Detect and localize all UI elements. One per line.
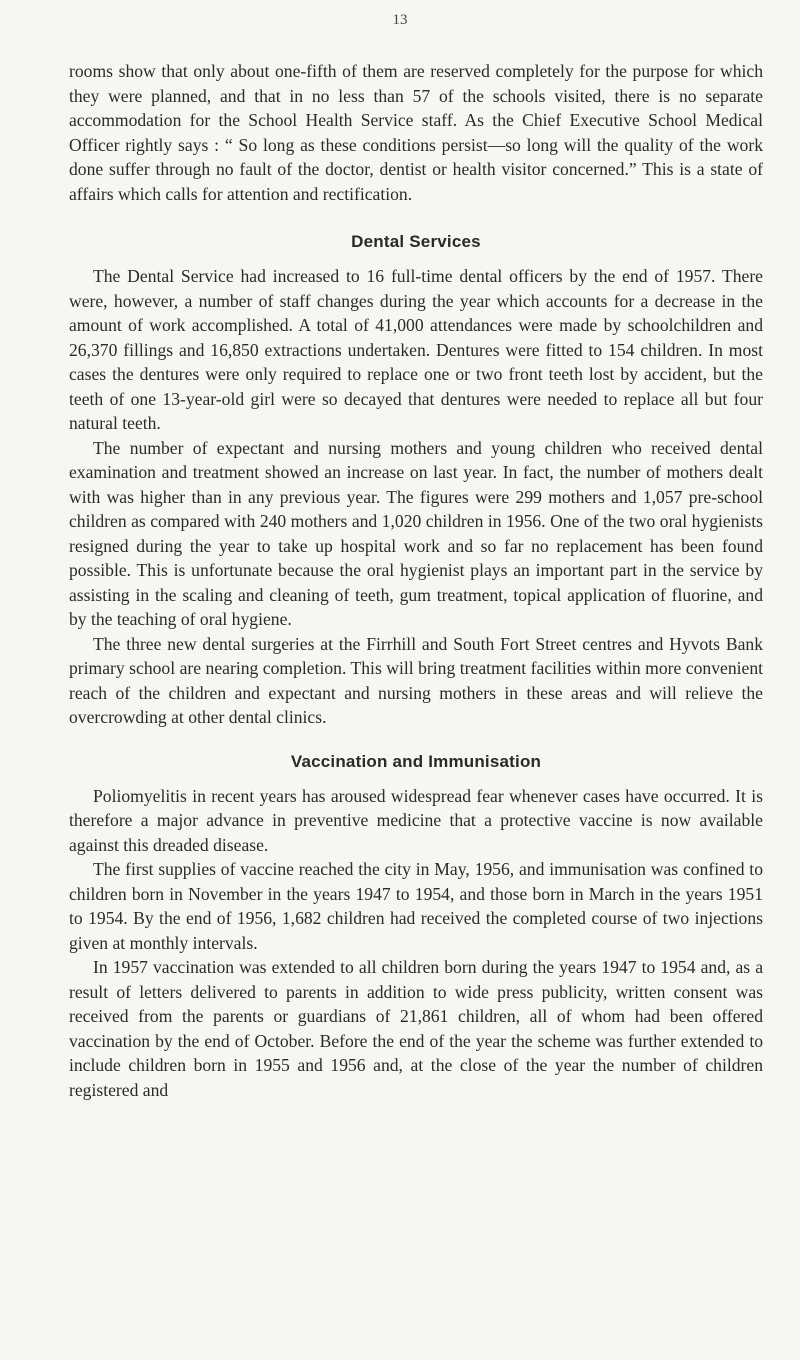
intro-paragraph: rooms show that only about one-fifth of them are reserved completely for the purpose for which they were planned, and that in no less than 57 of the schools visited, there is no separate accommodation for the School Health Service staff. As the Chief Executive School Medical Officer rightly says : “ So long as these conditions persist—so long will the quality of the work done suffer through no fault of the doctor, dentist or health visitor concerned.” This is a state of affairs which calls for attention and rectification. <box>69 61 763 204</box>
vaccination-paragraph-2: The first supplies of vaccine reached the city in May, 1956, and immunisation was confined to children born in November in the years 1947 to 1954, and those born in March in the years 1951 to 1954. By the end of 1956, 1,682 children had received the completed course of two injections given at monthly intervals. <box>69 859 763 953</box>
vaccination-paragraph-1: Poliomyelitis in recent years has aroused widespread fear whenever cases have occurred. It is therefore a major advance in preventive medicine that a protective vaccine is now available against this dreaded disease. <box>69 785 763 855</box>
vaccination-heading: Vaccination and Immunisation <box>290 751 542 771</box>
vaccination-paragraph-3: In 1957 vaccination was extended to all children born during the years 1947 to 1954 and, as a result of letters delivered to parents in addition to wide press publicity, written consent was received from the parents or guardians of 21,861 children, all of whom had been offered vaccination by the end of October. Before the end of the year the scheme was further extended to include children born in 1955 and 1956 and, at the close of the year the number of children registered and <box>69 957 763 1100</box>
dental-paragraph-2: The number of expectant and nursing mothers and young children who received dental examination and treatment showed an increase on last year. In fact, the number of mothers dealt with was higher than in any previous year. The figures were 299 mothers and 1,057 pre-school children as compared with 240 mothers and 1,020 children in 1956. One of the two oral hygienists resigned during the year to take up hospital work and so far no replacement has been found possible. This is unfortunate because the oral hygienist plays an important part in the service by assisting in the scaling and cleaning of teeth, gum treatment, topical application of fluorine, and by the teaching of oral hygiene. <box>69 437 763 629</box>
dental-paragraph-1: The Dental Service had increased to 16 full-time dental officers by the end of 1957. There were, however, a number of staff changes during the year which accounts for a decrease in the amount of work accomplished. A total of 41,000 attendances were made by schoolchildren and 26,370 fillings and 16,850 extractions undertaken. Dentures were fitted to 154 children. In most cases the dentures were only required to replace one or two front teeth lost by accident, but the teeth of one 13-year-old girl were so decayed that dentures were needed to replace all but four natural teeth. <box>69 266 763 433</box>
page-content <box>69 59 763 1102</box>
dental-paragraph-3: The three new dental surgeries at the Firrhill and South Fort Street centres and Hyvots Bank primary school are nearing completion. This will bring treatment facilities within more convenient reach of the children and expectant and nursing mothers in these areas and will relieve the overcrowding at other dental clinics. <box>69 633 763 727</box>
page-number: 13 <box>392 12 408 28</box>
dental-services-heading: Dental Services <box>351 232 481 251</box>
